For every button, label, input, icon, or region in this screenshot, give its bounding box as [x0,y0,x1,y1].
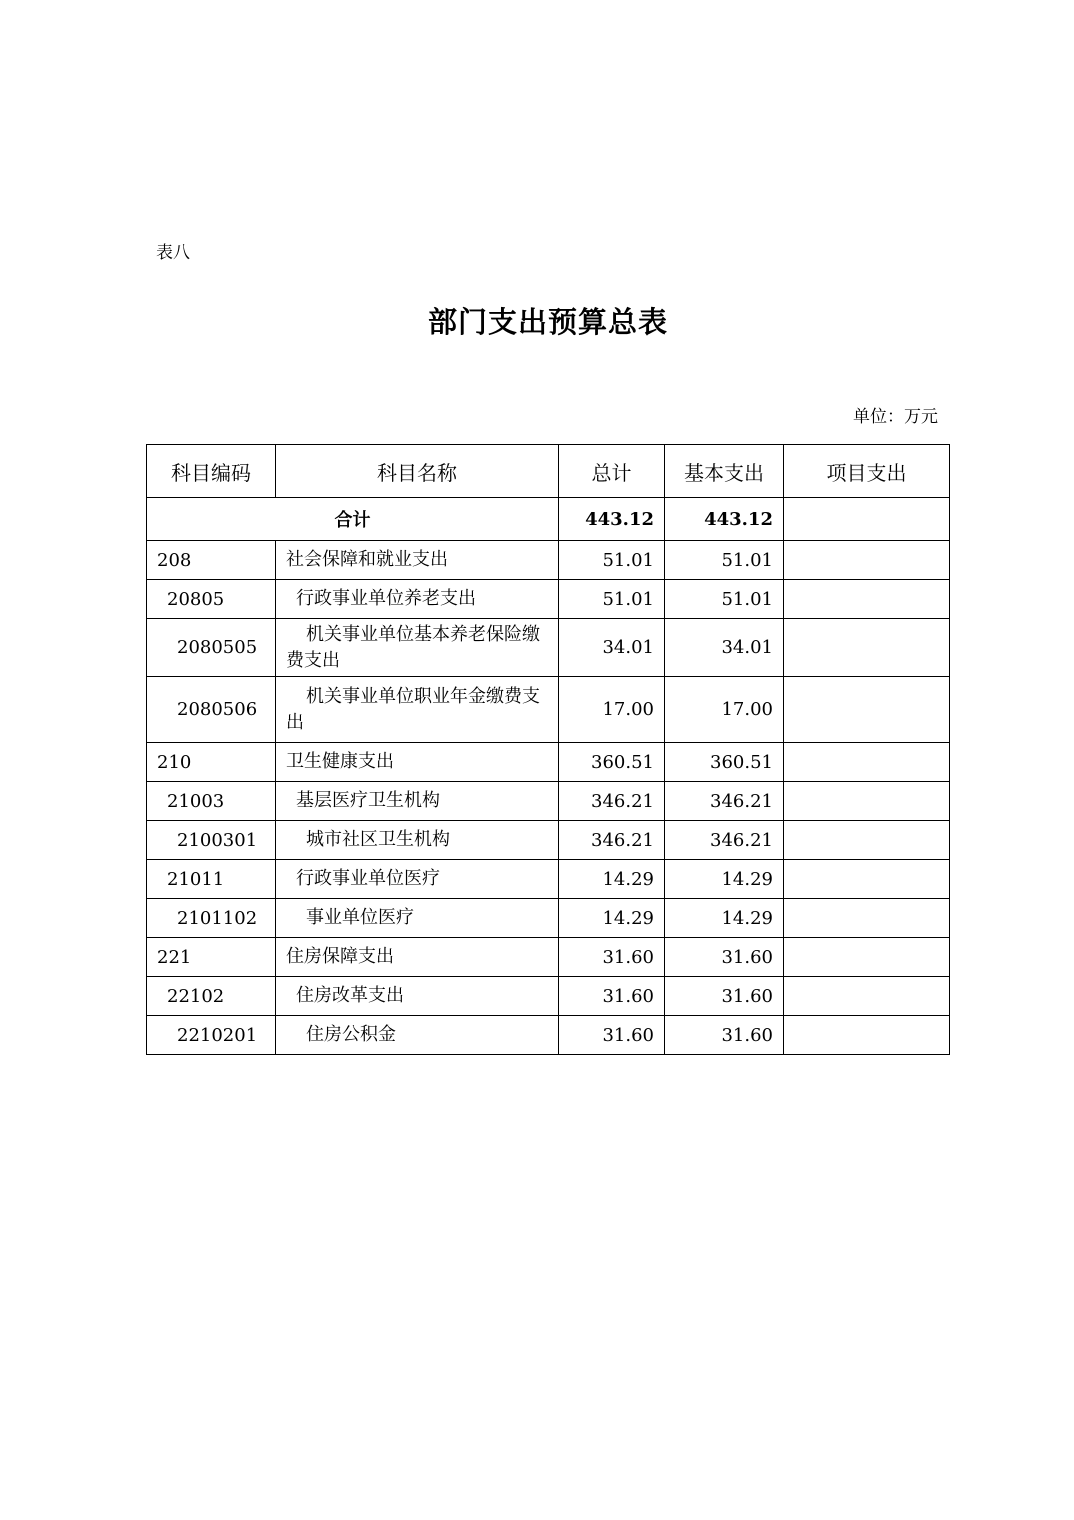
row-total: 51.01 [559,541,665,580]
row-basic: 346.21 [665,821,784,860]
row-code: 221 [147,938,276,977]
row-project [784,899,950,938]
row-name: 住房保障支出 [276,938,559,977]
total-basic: 443.12 [665,498,784,541]
row-basic: 31.60 [665,1016,784,1055]
row-total: 346.21 [559,782,665,821]
row-basic: 14.29 [665,899,784,938]
table-row [147,899,950,938]
row-code: 21003 [147,782,276,821]
row-code: 21011 [147,860,276,899]
row-code: 210 [147,743,276,782]
row-project [784,860,950,899]
row-basic: 34.01 [665,619,784,677]
row-total: 346.21 [559,821,665,860]
table-row [147,860,950,899]
row-code: 2080505 [147,619,276,677]
row-total: 34.01 [559,619,665,677]
header-name: 科目名称 [276,445,559,498]
row-total: 51.01 [559,580,665,619]
row-code: 22102 [147,977,276,1016]
table-row [147,1016,950,1055]
row-name: 基层医疗卫生机构 [276,782,559,821]
row-total: 31.60 [559,938,665,977]
row-project [784,821,950,860]
table-row [147,580,950,619]
row-project [784,782,950,821]
table-row [147,677,950,743]
unit-label: 单位：万元 [853,407,938,427]
row-total: 360.51 [559,743,665,782]
row-project [784,743,950,782]
row-code: 2210201 [147,1016,276,1055]
row-total: 17.00 [559,677,665,743]
row-code: 2101102 [147,899,276,938]
header-row [147,445,950,498]
row-basic: 31.60 [665,977,784,1016]
row-basic: 17.00 [665,677,784,743]
table-row [147,743,950,782]
row-name: 住房公积金 [276,1016,559,1055]
total-label: 合计 [147,498,559,541]
table-row [147,619,950,677]
row-name: 行政事业单位医疗 [276,860,559,899]
row-name: 机关事业单位基本养老保险缴费支出 [276,619,559,677]
budget-table [146,444,950,1055]
row-project [784,977,950,1016]
header-project: 项目支出 [784,445,950,498]
row-basic: 14.29 [665,860,784,899]
table-row [147,938,950,977]
header-code: 科目编码 [147,445,276,498]
row-project [784,938,950,977]
header-basic: 基本支出 [665,445,784,498]
row-basic: 51.01 [665,541,784,580]
row-name: 住房改革支出 [276,977,559,1016]
row-basic: 31.60 [665,938,784,977]
row-total: 14.29 [559,899,665,938]
table-row [147,977,950,1016]
row-project [784,1016,950,1055]
row-name: 机关事业单位职业年金缴费支出 [276,677,559,743]
row-basic: 360.51 [665,743,784,782]
total-total: 443.12 [559,498,665,541]
row-basic: 51.01 [665,580,784,619]
table-row [147,782,950,821]
row-project [784,677,950,743]
table-label: 表八 [156,243,190,263]
row-name: 事业单位医疗 [276,899,559,938]
row-total: 14.29 [559,860,665,899]
page-title: 部门支出预算总表 [427,305,668,339]
row-name: 行政事业单位养老支出 [276,580,559,619]
row-name: 社会保障和就业支出 [276,541,559,580]
header-total: 总计 [559,445,665,498]
total-row [147,498,950,541]
table-row [147,541,950,580]
row-code: 20805 [147,580,276,619]
row-name: 卫生健康支出 [276,743,559,782]
row-total: 31.60 [559,977,665,1016]
row-project [784,619,950,677]
row-code: 2100301 [147,821,276,860]
row-project [784,580,950,619]
row-project [784,541,950,580]
row-code: 2080506 [147,677,276,743]
total-project [784,498,950,541]
table-row [147,821,950,860]
row-total: 31.60 [559,1016,665,1055]
row-code: 208 [147,541,276,580]
row-name: 城市社区卫生机构 [276,821,559,860]
row-basic: 346.21 [665,782,784,821]
